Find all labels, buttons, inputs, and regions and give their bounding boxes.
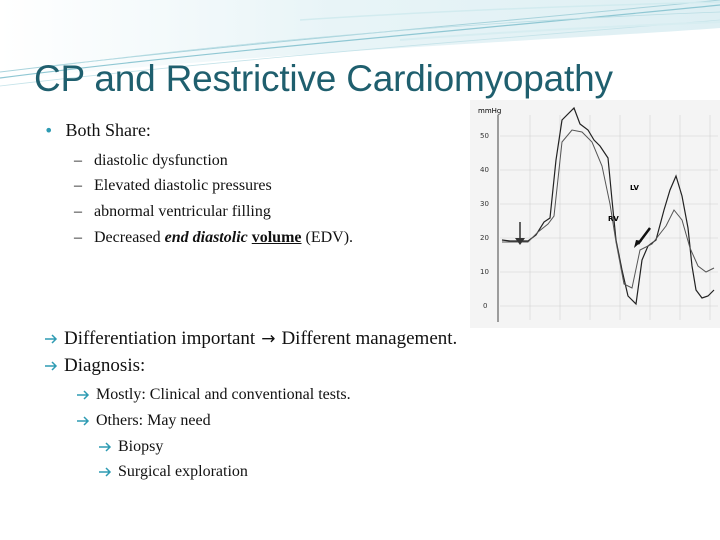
unit-label: mmHg <box>478 107 502 115</box>
biopsy-text: Biopsy <box>118 438 164 455</box>
edv-italic: end diastolic <box>164 228 252 246</box>
differentiation-text: Differentiation important <box>64 328 256 349</box>
y-tick-label: 20 <box>480 234 489 242</box>
surgical-exploration-text: Surgical exploration <box>118 463 248 480</box>
y-tick-label: 40 <box>480 166 489 174</box>
arrow-bullet-icon <box>44 334 58 344</box>
diagnosis-text: Diagnosis: <box>64 355 146 376</box>
list-item <box>74 174 353 200</box>
management-text: Different management. <box>281 328 458 349</box>
edv-suffix: (EDV). <box>301 228 354 246</box>
lv-label: LV <box>630 184 639 192</box>
others-text: Others: May need <box>96 412 211 429</box>
mostly-text: Mostly: Clinical and conventional tests. <box>96 386 351 403</box>
list-item <box>74 199 353 225</box>
dash-icon: – <box>74 228 82 246</box>
list-item <box>74 148 353 174</box>
arrow-bullet-icon <box>76 416 90 426</box>
rv-label: RV <box>608 215 619 223</box>
arrow-bullet-icon <box>76 390 90 400</box>
slide-title: CP and Restrictive Cardiomyopathy <box>34 58 613 99</box>
y-tick-label: 10 <box>480 268 489 276</box>
pressure-tracing-figure <box>470 100 720 328</box>
bullet-dot-icon: • <box>44 121 54 140</box>
both-share-bullet <box>44 120 151 141</box>
right-arrow-icon: → <box>261 329 276 349</box>
diagnosis-bullet <box>44 355 145 377</box>
list-item <box>98 463 248 481</box>
list-item <box>74 225 353 251</box>
mostly-bullet <box>76 386 351 404</box>
shared-features-list <box>74 148 353 250</box>
edv-prefix: Decreased <box>94 228 165 246</box>
edv-underlined: volume <box>251 228 302 246</box>
arrow-bullet-icon <box>98 442 112 452</box>
dash-icon: – <box>74 202 82 220</box>
y-tick-label: 0 <box>483 302 488 310</box>
arrow-bullet-icon <box>98 467 112 477</box>
differentiation-bullet <box>44 328 457 350</box>
both-share-text: Both Share: <box>65 120 151 140</box>
dash-icon: – <box>74 177 82 195</box>
list-item-text: Elevated diastolic pressures <box>94 177 272 195</box>
arrow-bullet-icon <box>44 361 58 371</box>
others-bullet <box>76 412 211 430</box>
y-tick-label: 30 <box>480 200 489 208</box>
list-item <box>98 438 163 456</box>
figure-background <box>470 100 720 328</box>
list-item-text: diastolic dysfunction <box>94 151 228 169</box>
y-tick-label: 50 <box>480 132 489 140</box>
list-item-text: abnormal ventricular filling <box>94 202 271 220</box>
dash-icon: – <box>74 151 82 169</box>
